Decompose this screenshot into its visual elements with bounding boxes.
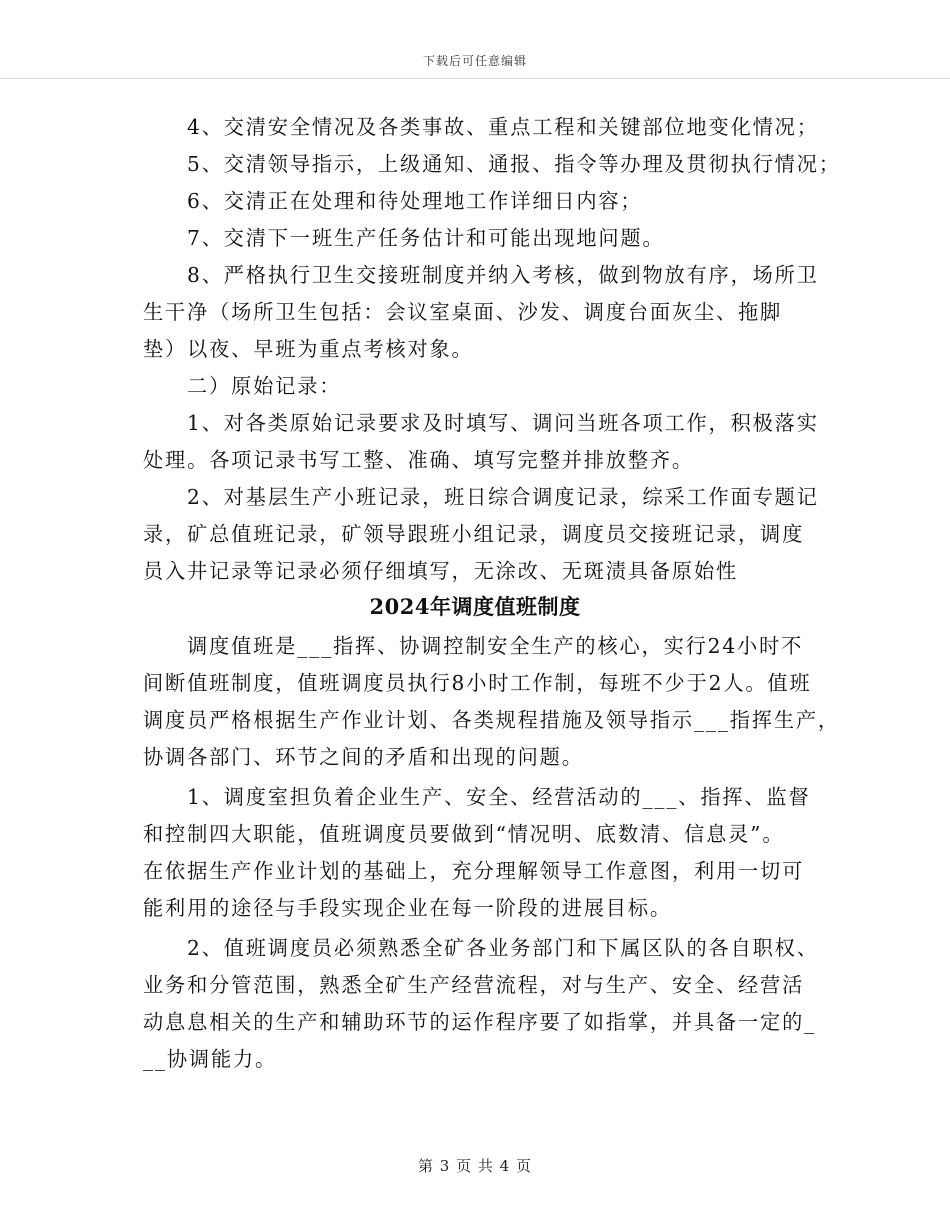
paragraph-line: __协调能力。 [143,1047,278,1071]
paragraph-line: 员入井记录等记录必须仔细填写，无涂改、无斑渍具备原始性 [143,559,739,583]
paragraph-line: 协调各部门、环节之间的矛盾和出现的问题。 [143,745,584,769]
paragraph-line: 5、交清领导指示，上级通知、通报、指令等办理及贯彻执行情况； [187,152,841,176]
paragraph-line: 调度员严格根据生产作业计划、各类规程措施及领导指示___指挥生产， [143,708,840,732]
paragraph-line: 生干净（场所卫生包括：会议室桌面、沙发、调度台面灰尘、拖脚 [143,300,783,324]
paragraph-line: 2、值班调度员必须熟悉全矿各业务部门和下属区队的各自职权、 [187,936,819,960]
paragraph-line: 2、对基层生产小班记录，班日综合调度记录，综采工作面专题记 [187,485,819,509]
paragraph-line: 垫）以夜、早班为重点考核对象。 [143,337,474,361]
paragraph-line: 业务和分管范围，熟悉全矿生产经营流程，对与生产、安全、经营活 [143,973,805,997]
paragraph-line: 能利用的途径与手段实现企业在每一阶段的进展目标。 [143,896,672,920]
paragraph-line: 7、交清下一班生产任务估计和可能出现地问题。 [187,226,665,250]
paragraph-line: 调度值班是___指挥、协调控制安全生产的核心，实行24小时不 [187,634,804,658]
paragraph-line: 录，矿总值班记录，矿领导跟班小组记录，调度员交接班记录，调度 [143,522,805,546]
paragraph-line: 4、交清安全情况及各类事故、重点工程和关键部位地变化情况； [187,115,819,139]
paragraph-line: 动息息相关的生产和辅助环节的运作程序要了如指掌，并具备一定的_ [143,1010,817,1034]
paragraph-line: 间断值班制度，值班调度员执行8小时工作制，每班不少于2人。值班 [143,671,812,695]
paragraph-line: 1、调度室担负着企业生产、安全、经营活动的___、指挥、监督 [187,785,811,809]
paragraph-line: 在依据生产作业计划的基础上，充分理解领导工作意图，利用一切可 [143,859,805,883]
document-title: 2024年调度值班制度 [369,594,581,619]
section-heading: 二）原始记录： [187,374,342,398]
header-divider [0,78,950,79]
paragraph-line: 和控制四大职能，值班调度员要做到“情况明、底数清、信息灵”。 [143,822,785,846]
paragraph-line: 1、对各类原始记录要求及时填写、调问当班各项工作，积极落实 [187,411,819,435]
paragraph-line: 6、交清正在处理和待处理地工作详细日内容； [187,189,643,213]
page-number: 第 3 页 共 4 页 [418,1157,532,1175]
paragraph-line: 8、严格执行卫生交接班制度并纳入考核，做到物放有序，场所卫 [187,263,819,287]
page-header-note: 下载后可任意编辑 [422,54,527,68]
paragraph-line: 处理。各项记录书写工整、准确、填写完整并排放整齐。 [143,448,694,472]
